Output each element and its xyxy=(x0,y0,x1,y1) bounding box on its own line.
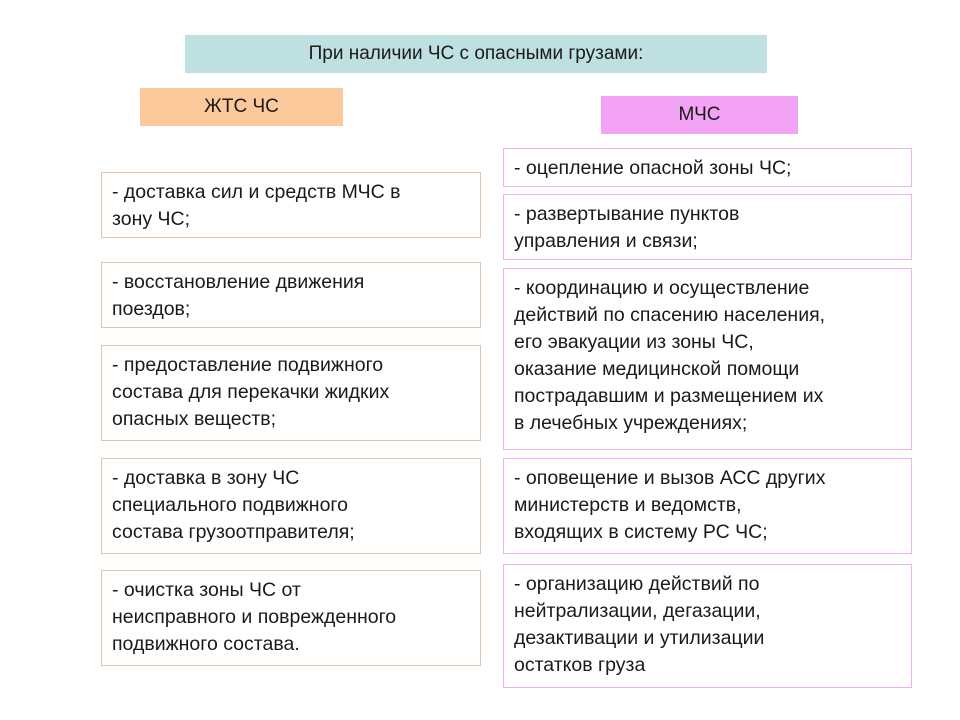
zhts-item-4: - доставка в зону ЧС специального подвижного состава грузоотправителя; xyxy=(101,458,481,554)
diagram-title: При наличии ЧС с опасными грузами: xyxy=(185,35,767,73)
zhts-item-2: - восстановление движения поездов; xyxy=(101,262,481,328)
mchs-item-2: - развертывание пунктов управления и связи; xyxy=(503,194,912,260)
mchs-header: МЧС xyxy=(601,96,798,134)
mchs-item-1: - оцепление опасной зоны ЧС; xyxy=(503,148,912,187)
zhts-item-3: - предоставление подвижного состава для перекачки жидких опасных веществ; xyxy=(101,345,481,441)
mchs-item-5: - организацию действий по нейтрализации, дегазации, дезактивации и утилизации остатков груза xyxy=(503,564,912,688)
zhts-header: ЖТС ЧС xyxy=(140,88,343,126)
zhts-item-1: - доставка сил и средств МЧС в зону ЧС; xyxy=(101,172,481,238)
mchs-item-3: - координацию и осуществление действий по спасению населения, его эвакуации из зоны ЧС, оказание медицинской помощи пострадавшим и размещением их в лечебных учреждениях; xyxy=(503,268,912,450)
zhts-item-5: - очистка зоны ЧС от неисправного и поврежденного подвижного состава. xyxy=(101,570,481,666)
mchs-item-4: - оповещение и вызов АСС других министерств и ведомств, входящих в систему РС ЧС; xyxy=(503,458,912,554)
